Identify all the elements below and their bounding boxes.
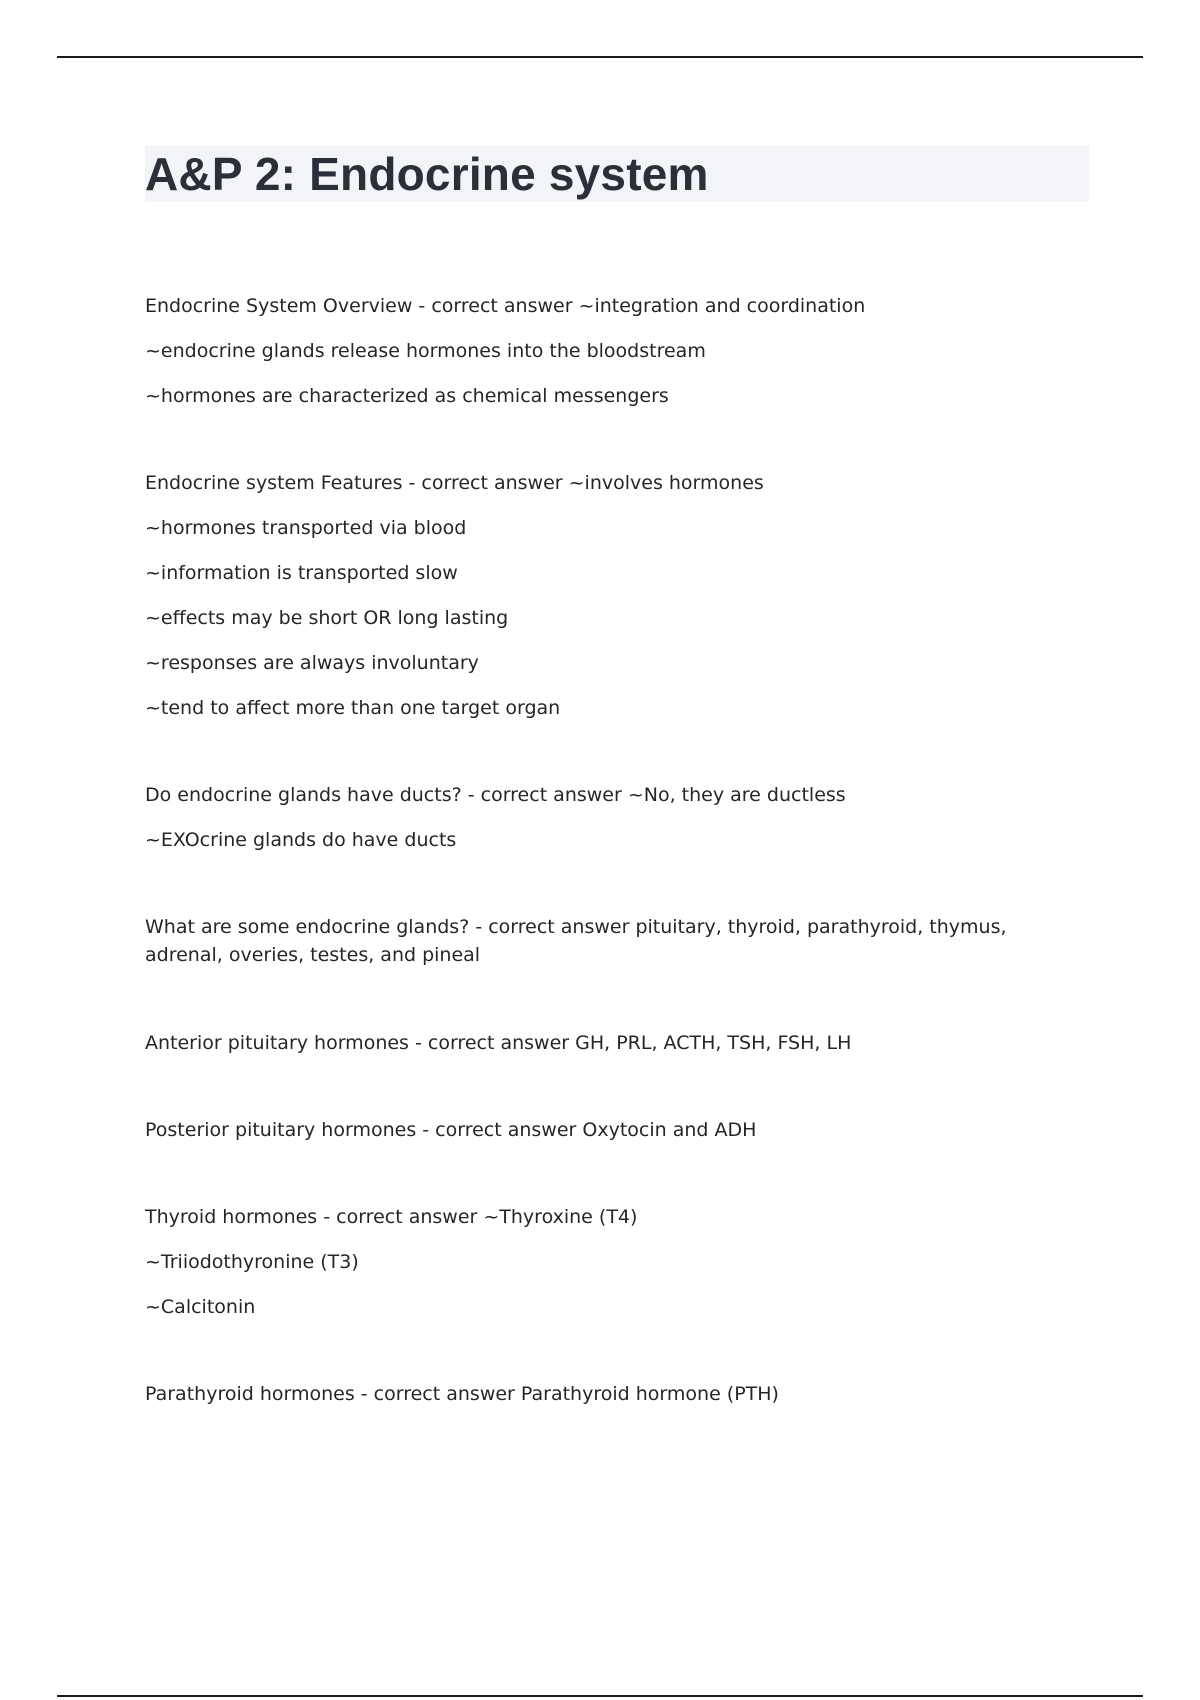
qa-line: Parathyroid hormones - correct answer Parathyroid hormone (PTH) (145, 1383, 779, 1405)
qa-line: ~EXOcrine glands do have ducts (145, 829, 457, 851)
qa-line: ~hormones transported via blood (145, 517, 467, 539)
qa-line: Endocrine system Features - correct answer ~involves hormones (145, 472, 764, 494)
qa-line: Anterior pituitary hormones - correct answer GH, PRL, ACTH, TSH, FSH, LH (145, 1032, 852, 1054)
qa-line: ~Triiodothyronine (T3) (145, 1251, 359, 1273)
qa-line: ~endocrine glands release hormones into the bloodstream (145, 340, 706, 362)
qa-block-ducts (145, 777, 1075, 867)
qa-line: Do endocrine glands have ducts? - correct answer ~No, they are ductless (145, 784, 846, 806)
qa-line: Endocrine System Overview - correct answer ~integration and coordination (145, 295, 866, 317)
qa-block-overview (145, 288, 1075, 423)
qa-line: Thyroid hormones - correct answer ~Thyroxine (T4) (145, 1206, 638, 1228)
qa-line: What are some endocrine glands? - correct answer pituitary, thyroid, parathyroid, thymus, adrenal, overies, testes, and pineal (145, 916, 1007, 966)
qa-block-glands (145, 909, 1075, 983)
qa-block-posterior-pituitary (145, 1112, 1075, 1157)
qa-line: ~Calcitonin (145, 1296, 256, 1318)
page-title: A&P 2: Endocrine system (145, 148, 709, 200)
qa-line: ~tend to affect more than one target organ (145, 697, 561, 719)
qa-line: ~information is transported slow (145, 562, 458, 584)
footer-rule (57, 1695, 1143, 1697)
qa-line: ~responses are always involuntary (145, 652, 479, 674)
qa-block-anterior-pituitary (145, 1025, 1075, 1070)
header-rule (57, 56, 1143, 58)
qa-line: ~effects may be short OR long lasting (145, 607, 509, 629)
qa-block-thyroid (145, 1199, 1075, 1334)
qa-line: Posterior pituitary hormones - correct answer Oxytocin and ADH (145, 1119, 757, 1141)
document-body (145, 288, 1075, 1463)
qa-line: ~hormones are characterized as chemical messengers (145, 385, 669, 407)
qa-block-parathyroid (145, 1376, 1075, 1421)
qa-block-features (145, 465, 1075, 735)
